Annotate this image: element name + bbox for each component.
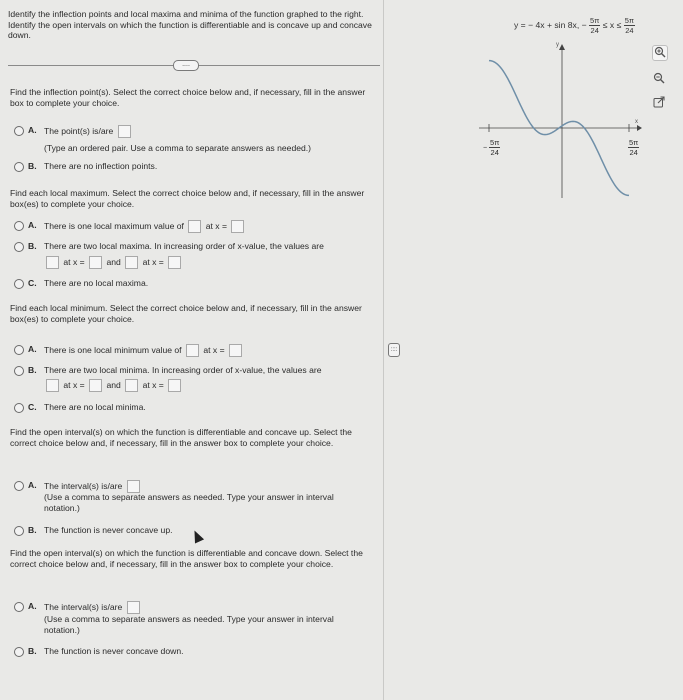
q1-option-b-letter: B. xyxy=(28,161,37,171)
q1-option-a-letter: A. xyxy=(28,125,37,135)
q2-option-b[interactable]: There are two local maxima. In increasing order of x-value, the values are xyxy=(44,241,324,251)
q2-max-value-input[interactable] xyxy=(188,220,201,233)
q1-option-a-radio[interactable] xyxy=(14,126,24,136)
q3-min2-value-input[interactable] xyxy=(125,379,138,392)
y-axis-arrow-icon xyxy=(559,44,565,50)
q5-option-a-letter: A. xyxy=(28,601,37,611)
zoom-in-icon[interactable] xyxy=(652,45,668,61)
equation-neg-sign: − xyxy=(581,19,587,30)
q3-option-b-radio[interactable] xyxy=(14,366,24,376)
q3-min-x-input[interactable] xyxy=(229,344,242,357)
q5-option-a-radio[interactable] xyxy=(14,602,24,612)
y-axis-label: y xyxy=(556,42,559,48)
q2-max2-value-input[interactable] xyxy=(125,256,138,269)
q3-option-b[interactable]: There are two local minima. In increasing order of x-value, the values are xyxy=(44,365,322,375)
q5-option-b-letter: B. xyxy=(28,646,37,656)
q4-option-b[interactable]: The function is never concave up. xyxy=(44,525,173,535)
q2-prompt: Find each local maximum. Select the correct choice below and, if necessary, fill in the answer box(es) to complete your choice. xyxy=(10,188,365,209)
x-axis-arrow-icon xyxy=(637,125,642,131)
q2-atx1-label: at x = xyxy=(63,256,85,267)
equation-lower-bound: $\frac{5\pi}{24}$ xyxy=(590,16,600,35)
q1-option-b-radio[interactable] xyxy=(14,162,24,172)
q3-atx-label: at x = xyxy=(203,344,225,355)
q3-option-c-letter: C. xyxy=(28,402,37,412)
q3-option-a-radio[interactable] xyxy=(14,345,24,355)
q2-option-c-letter: C. xyxy=(28,278,37,288)
q3-option-b-letter: B. xyxy=(28,365,37,375)
q3-option-c[interactable]: There are no local minima. xyxy=(44,402,146,412)
function-graph xyxy=(479,40,654,200)
q4-option-a-hint: (Use a comma to separate answers as needed. Type your answer in interval notation.) xyxy=(44,492,334,513)
tick-right-label: $\frac{5\pi}{24}$ xyxy=(629,138,639,157)
external-link-icon[interactable] xyxy=(652,96,666,110)
equation-inequality: ≤ x ≤ xyxy=(602,19,622,30)
q3-min2-x-input[interactable] xyxy=(168,379,181,392)
q2-option-a-label: There is one local maximum value of xyxy=(44,220,184,231)
q2-option-b-letter: B. xyxy=(28,241,37,251)
q5-interval-input[interactable] xyxy=(127,601,140,614)
q3-option-a[interactable] xyxy=(44,344,244,357)
tick-left-label: − $\frac{5\pi}{24}$ xyxy=(483,138,500,157)
q5-option-a-hint: (Use a comma to separate answers as needed. Type your answer in interval notation.) xyxy=(44,614,334,635)
q3-min1-x-input[interactable] xyxy=(89,379,102,392)
q2-option-a-radio[interactable] xyxy=(14,221,24,231)
q3-min1-value-input[interactable] xyxy=(46,379,59,392)
panel-resize-handle[interactable]: :::: xyxy=(388,343,400,357)
graph-pane xyxy=(384,0,683,700)
q4-option-a-letter: A. xyxy=(28,480,37,490)
q4-option-b-radio[interactable] xyxy=(14,526,24,536)
q3-option-c-radio[interactable] xyxy=(14,403,24,413)
q1-prompt: Find the inflection point(s). Select the correct choice below and, if necessary, fill in the answer box to complete your choice. xyxy=(10,87,366,108)
q1-option-a-label: The point(s) is/are xyxy=(44,125,114,136)
q2-option-c-radio[interactable] xyxy=(14,279,24,289)
q2-option-a-letter: A. xyxy=(28,220,37,230)
q1-option-a[interactable] xyxy=(44,125,133,138)
q2-max1-value-input[interactable] xyxy=(46,256,59,269)
q4-prompt: Find the open interval(s) on which the function is differentiable and concave up. Select the correct choice below and, if necessary, fill in the answer box to complete your choice. xyxy=(10,427,352,448)
q2-max-x-input[interactable] xyxy=(231,220,244,233)
x-axis-label: x xyxy=(635,119,638,125)
q2-option-c[interactable]: There are no local maxima. xyxy=(44,278,149,288)
q1-point-input[interactable] xyxy=(118,125,131,138)
q4-option-a-radio[interactable] xyxy=(14,481,24,491)
q5-option-b[interactable]: The function is never concave down. xyxy=(44,646,184,656)
q1-option-a-hint: (Type an ordered pair. Use a comma to separate answers as needed.) xyxy=(44,143,312,153)
q2-option-b-inputs xyxy=(44,256,183,269)
q3-option-a-letter: A. xyxy=(28,344,37,354)
q1-option-b[interactable]: There are no inflection points. xyxy=(44,161,158,171)
equation-upper-bound: $\frac{5\pi}{24}$ xyxy=(624,16,635,35)
more-button[interactable]: .... xyxy=(173,60,199,71)
equation-lhs: y = − 4x + sin 8x, xyxy=(514,19,580,30)
q3-prompt: Find each local minimum. Select the correct choice below and, if necessary, fill in the answer box(es) to complete your choice. xyxy=(10,303,362,324)
mouse-cursor-icon xyxy=(190,528,204,543)
q2-atx2-label: at x = xyxy=(142,256,164,267)
q2-option-a[interactable] xyxy=(44,220,246,233)
q3-atx2-label: at x = xyxy=(142,379,164,390)
q4-option-b-letter: B. xyxy=(28,525,37,535)
q5-option-a-label: The interval(s) is/are xyxy=(44,601,123,612)
intro-text: Identify the inflection points and local maxima and minima of the function graphed to the right. Identify the open intervals on which the function is differentiable and is concave up and concave down. xyxy=(8,9,372,41)
q3-option-a-label: There is one local minimum value of xyxy=(44,344,182,355)
q5-option-a[interactable] xyxy=(44,601,142,614)
q5-option-b-radio[interactable] xyxy=(14,647,24,657)
q5-prompt: Find the open interval(s) on which the function is differentiable and concave down. Select the correct choice below and, if necessary, fill in the answer box to complete your choice. xyxy=(10,548,363,569)
q3-atx1-label: at x = xyxy=(63,379,85,390)
q2-option-b-radio[interactable] xyxy=(14,242,24,252)
q3-min-value-input[interactable] xyxy=(186,344,199,357)
q3-option-b-inputs xyxy=(44,379,183,392)
zoom-out-icon[interactable] xyxy=(652,72,666,86)
q2-max2-x-input[interactable] xyxy=(168,256,181,269)
q3-and-label: and xyxy=(106,379,121,390)
q2-atx-label: at x = xyxy=(205,220,227,231)
q2-and-label: and xyxy=(106,256,121,267)
q2-max1-x-input[interactable] xyxy=(89,256,102,269)
q4-option-a-label: The interval(s) is/are xyxy=(44,480,123,491)
function-equation xyxy=(514,16,635,35)
